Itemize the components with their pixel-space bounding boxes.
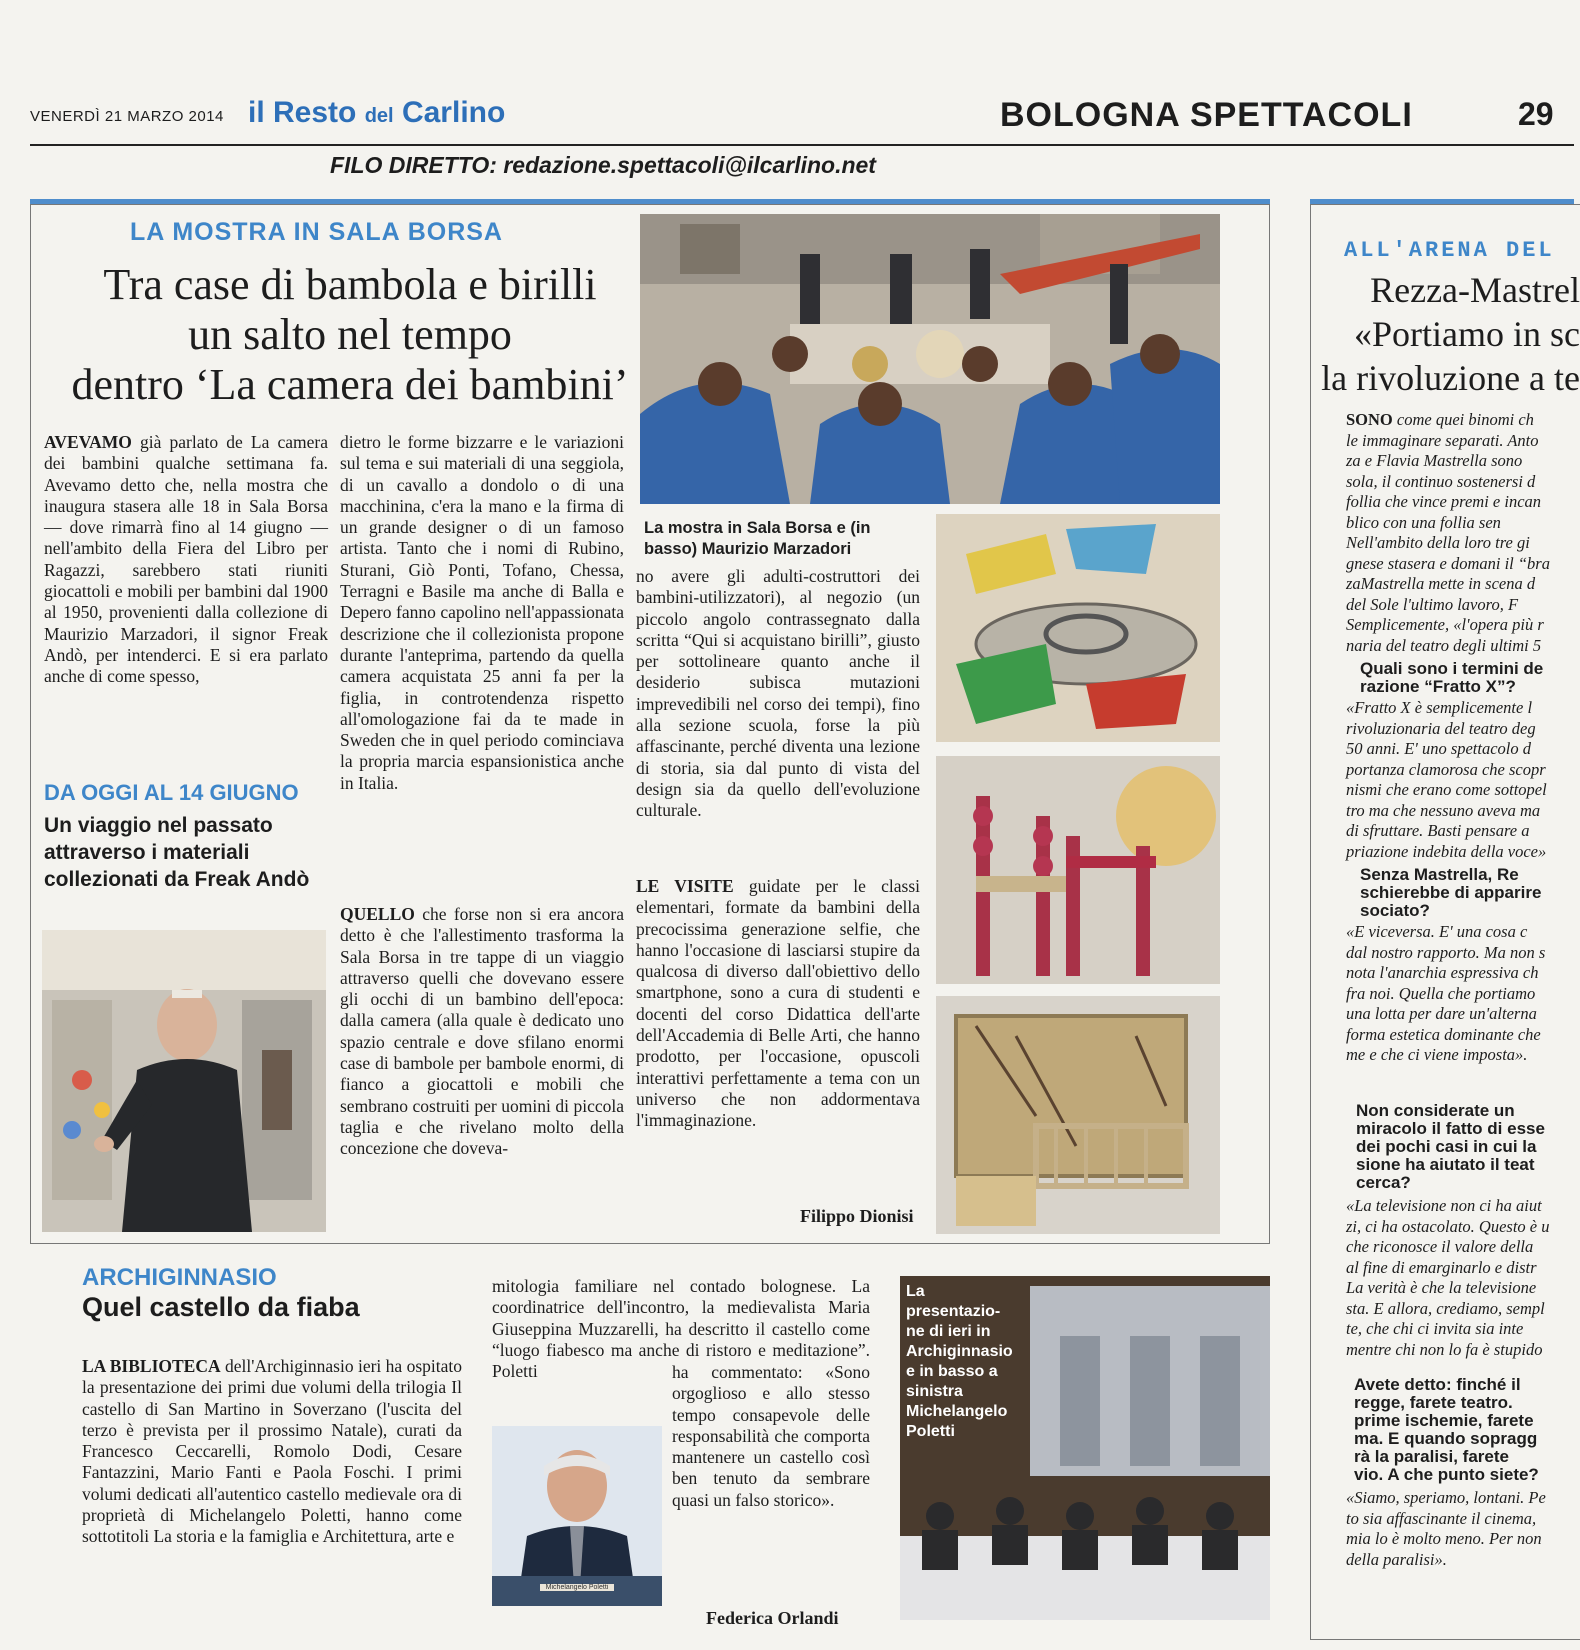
collector-photo	[42, 930, 326, 1232]
newspaper-logo: il Resto del Carlino	[248, 96, 506, 129]
toys-photo	[936, 514, 1220, 742]
poletti-photo	[492, 1426, 662, 1606]
issue-date: VENERDÌ 21 MARZO 2014	[30, 108, 224, 125]
side-answer-2: «E viceversa. E' una cosa c dal nostro rapporto. Ma non s nota l'anarchia espressiva ch fra noi. Quella che portiamo una lotta per dare un'alterna forma estetica dominante che me e che ci viene imposta».	[1346, 922, 1546, 1064]
main-column-3b: LE VISITE guidate per le classi elementari, formate da bambini della precocissima generazione selfie, che hanno l'occasione di lasciarsi stupire da qualcosa di diverso dall'obiettivo dello smartphone, sono a cura di studenti e docenti del corso Didattica dell'arte dell'Accademia di Belle Arti, che hanno prodotto, per l'occasione, opuscoli interattivi perfettamente a tema con un universo che non addormentava l'immaginazione.	[636, 876, 920, 1131]
side-question-4: Avete detto: finché il regge, farete teatro. prime ischemie, farete ma. E quando sopragg rà la paralisi, farete vio. A che punto siete?	[1354, 1375, 1539, 1484]
archiginnasio-photo	[900, 1276, 1270, 1620]
second-byline: Federica Orlandi	[706, 1608, 839, 1628]
side-intro: SONO come quei binomi ch le immaginare separati. Anto za e Flavia Mastrella sono sola, il continuo sostenersi d follia che vince premi e incan blico con una follia sen Nell'ambito della loro tre gi gnese stasera e domani il “bra zaMastrella mette in scena d del Sole l'ultimo lavoro, F Semplicemente, «l'opera più r naria del teatro degli ultimi 5	[1346, 410, 1550, 655]
side-question-3: Non considerate un miracolo il fatto di esse dei pochi casi in cui la sione ha aiutato il teat cerca?	[1356, 1101, 1545, 1192]
sub-title: Un viaggio nel passato attraverso i materiali collezionati da Freak Andò	[44, 814, 310, 891]
second-headline: Quel castello da fiaba	[82, 1292, 360, 1322]
main-column-1: AVEVAMO già parlato de La camera dei bambini qualche settimana fa. Avevamo detto che, nella mostra che inaugura stasera alle 18 in Sala Borsa — dove rimarrà fino al 14 giugno — nell'ambito della Fiera del Libro per Ragazzi, sarebbero stati riuniti giocattoli e mobili per bambini dal 1900 al 1950, provenienti dalla collezione di Maurizio Marzadori, il signor Freak Andò, per intenderci. E si era parlato anche di come spesso,	[44, 432, 328, 687]
photo-caption: La mostra in Sala Borsa e (in basso) Maurizio Marzadori	[644, 519, 871, 558]
side-headline: Rezza-Mastrel «Portiamo in sc la rivoluzione a te	[1321, 270, 1580, 398]
page-number: 29	[1518, 96, 1554, 132]
side-answer-4: «Siamo, speriamo, lontani. Pe to sia affascinante il cinema, mia lo è molto meno. Per non della paralisi».	[1346, 1488, 1546, 1569]
main-kicker: LA MOSTRA IN SALA BORSA	[130, 218, 503, 246]
side-kicker: ALL'ARENA DEL	[1344, 238, 1555, 263]
exhibition-photo	[640, 214, 1220, 504]
chairs-photo	[936, 756, 1220, 984]
section-title: BOLOGNA SPETTACOLI	[1000, 96, 1413, 134]
main-column-2: dietro le forme bizzarre e le variazioni sul tema e sui materiali di una seggiola, di un cavallo a dondolo o di una macchinina, c'era la mano e la firma di un grande designer o di un famoso artista. Tanto che i nomi di Rubino, Sturani, Giò Ponti, Tofano, Chessa, Terragni e Basile ma anche di Balla e Depero fanno capolino nell'appassionata descrizione che il collezionista propone durante l'anteprima, partendo da quella camera acquistata 25 anni fa per la figlia, in controtendenza rispetto all'omologazione fai da te made in Sweden che in quel periodo cominciava la propria marcia espansionistica anche in Italia.	[340, 432, 624, 793]
main-column-3: no avere gli adulti-costruttori dei bambini-utilizzatori), al negozio (un piccolo angolo contrassegnato dalla scritta “Qui si acquistano birilli”, giusto per sottolineare quanto anche il desiderio subisca mutazioni imprevedibili nel corso dei tempi), fino alla sezione scuola, forse la più affascinante, perché diventa una lezione di storia, sia dal punto di vista del design sia da quello dell'evoluzione culturale.	[636, 566, 920, 821]
sub-kicker: DA OGGI AL 14 GIUGNO	[44, 780, 299, 805]
main-headline: Tra case di bambola e birilli un salto nel tempo dentro ‘La camera dei bambini’	[71, 260, 629, 409]
filo-diretto: FILO DIRETTO: redazione.spettacoli@ilcarlino.net	[330, 152, 876, 178]
side-question-1: Quali sono i termini de razione “Fratto X”?	[1360, 659, 1544, 696]
main-column-2b: QUELLO che forse non si era ancora detto è che l'allestimento trasforma la Sala Borsa in tre tappe di un viaggio attraverso quelli che dovevano essere gli occhi di un bambino dell'epoca: dalla camera (alla quale è dedicato uno spazio centrale e dove sfilano enormi case di bambole per bambole enormi, di fianco a giocattoli e mobili che sembrano costruiti per uomini di piccola taglia e che rivelano molto della concezione che doveva-	[340, 904, 625, 1159]
second-column-2b: ha commentato: «Sono orgoglioso e allo stesso tempo consapevole delle responsabilità che comporta mantenere un castello così ben tenuto da sembrare quasi un falso storico».	[672, 1362, 870, 1510]
cradle-photo	[936, 996, 1220, 1234]
contact-email: redazione.spettacoli@ilcarlino.net	[503, 152, 876, 178]
second-kicker: ARCHIGINNASIO	[82, 1264, 277, 1291]
second-caption: La presentazio- ne di ieri in Archiginnasio e in basso a sinistra Michelangelo Poletti	[906, 1283, 1013, 1440]
side-answer-1: «Fratto X è semplicemente l rivoluzionaria del teatro deg 50 anni. E' uno spettacolo d portanza clamorosa che scopr nismi che erano come sottopel tro ma che nessuno aveva ma di sfruttare. Basti pensare a priazione indebita della voce»	[1346, 698, 1547, 861]
second-column-2a: mitologia familiare nel contado bolognese. La coordinatrice dell'incontro, la medievalista Maria Giuseppina Muzzarelli, ha descritto il castello come “luogo fiabesco ma anche di ristoro e meditazione”. Poletti	[492, 1276, 870, 1382]
side-answer-3: «La televisione non ci ha aiut zi, ci ha ostacolato. Questo è u che riconosce il valore della al fine di emarginarlo e distr La verità è che la televisione sta. E allora, crediamo, sempl te, che chi ci invita sia inte mentre chi non lo fa è stupido	[1346, 1196, 1550, 1359]
nameplate: Michelangelo Poletti	[540, 1584, 614, 1591]
side-question-2: Senza Mastrella, Re schierebbe di apparire sociato?	[1360, 865, 1542, 920]
second-column-1: LA BIBLIOTECA dell'Archiginnasio ieri ha ospitato la presentazione dei primi due volumi della trilogia Il castello di San Martino in Soverzano (l'uscita del terzo è prevista per il prossimo Natale), curati da Francesco Ceccarelli, Romolo Dodi, Cesare Fantazzini, Mario Fanti e Paola Foschi. I primi volumi dedicati all'autentico castello medievale ora di proprietà di Michelangelo Poletti, hanno come sottotitoli La storia e la famiglia e Architettura, arte e	[82, 1356, 463, 1547]
byline: Filippo Dionisi	[800, 1206, 914, 1226]
header-rule	[30, 144, 1574, 146]
